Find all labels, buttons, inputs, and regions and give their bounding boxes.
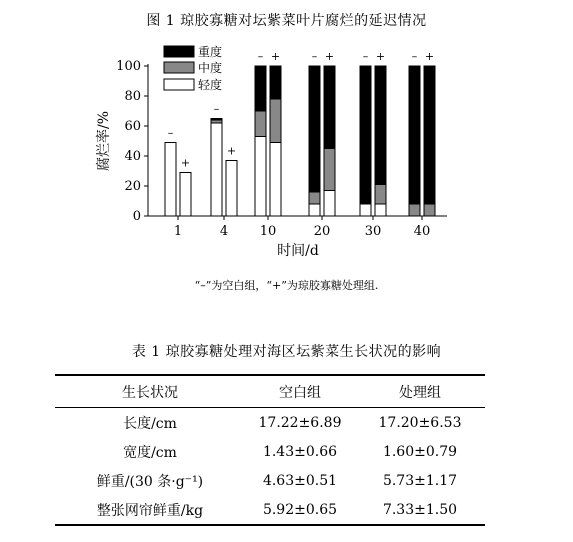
x-tick-label: 40	[413, 224, 431, 239]
group-label: –	[213, 102, 220, 116]
table-title: 表 1 琼胶寡糖处理对海区坛紫菜生长状况的影响	[131, 344, 442, 360]
bar-segment-treated	[324, 66, 335, 149]
group-label: +	[226, 144, 237, 158]
bar-segment-treated	[324, 149, 335, 191]
group-label: –	[411, 50, 418, 63]
x-tick-label: 30	[364, 224, 382, 239]
bar-segment-treated	[375, 204, 386, 216]
group-label: +	[180, 156, 191, 170]
bar-segment-blank	[309, 66, 320, 192]
bar-segment-blank	[255, 137, 266, 217]
x-tick-label: 4	[219, 224, 229, 239]
row-label: 宽度/cm	[123, 444, 177, 461]
bar-segment-blank	[309, 204, 320, 216]
y-tick-label: 100	[116, 59, 141, 74]
bar-segment-blank	[409, 204, 420, 216]
bar-segment-treated	[324, 191, 335, 217]
blank-value: 5.92±0.65	[245, 495, 355, 525]
table-row	[55, 437, 485, 466]
x-tick-label: 1	[173, 224, 183, 239]
table-row	[55, 466, 485, 495]
bar-segment-treated	[270, 143, 281, 217]
bar-segment-treated	[375, 185, 386, 205]
bar-segment-blank	[211, 119, 222, 121]
growth-table	[55, 374, 485, 526]
bar-segment-blank	[165, 143, 176, 217]
table-row	[55, 408, 485, 438]
bar-segment-treated	[270, 99, 281, 143]
bar-segment-blank	[309, 192, 320, 204]
bar-segment-blank	[255, 111, 266, 137]
treated-value: 7.33±1.50	[355, 495, 485, 525]
header-cell: 空白组	[245, 375, 355, 408]
treated-value: 17.20±6.53	[378, 414, 462, 431]
x-axis-label: 时间/d	[277, 243, 319, 259]
legend-swatch	[164, 62, 194, 73]
blank-value: 4.63±0.51	[262, 472, 338, 489]
group-label: –	[167, 126, 174, 140]
bar-segment-treated	[270, 66, 281, 99]
bar-segment-blank	[211, 123, 222, 216]
group-label: +	[375, 50, 386, 63]
figure-title: 图 1 琼胶寡糖对坛紫菜叶片腐烂的延迟情况	[146, 13, 427, 29]
header-cell: 生长状况	[55, 375, 245, 408]
table-header-row	[55, 375, 485, 408]
legend-label: 轻度	[198, 78, 223, 92]
group-label: +	[270, 50, 281, 63]
bar-segment-blank	[360, 204, 371, 216]
y-tick-label: 60	[124, 119, 141, 134]
bar-segment-treated	[375, 66, 386, 185]
y-tick-label: 40	[124, 149, 141, 164]
bar-segment-blank	[360, 66, 371, 204]
group-label: –	[257, 50, 264, 63]
blank-value: 17.22±6.89	[258, 414, 342, 431]
y-tick-label: 0	[132, 209, 141, 224]
row-label: 鲜重/(30 条·g⁻¹)	[96, 473, 204, 490]
bar-segment-treated	[180, 173, 191, 217]
y-tick-label: 80	[124, 89, 141, 104]
table-row	[55, 495, 485, 525]
bar-segment-blank	[255, 66, 266, 111]
legend-label: 重度	[198, 45, 223, 59]
header-cell: 处理组	[355, 375, 485, 408]
group-label: –	[311, 50, 318, 63]
row-label: 长度/cm	[123, 415, 177, 432]
legend-swatch	[164, 79, 194, 90]
treated-value: 5.73±1.17	[382, 472, 458, 489]
group-label: +	[324, 50, 335, 63]
row-label: 整张网帘鲜重/kg	[55, 495, 245, 525]
legend-label: 中度	[198, 61, 223, 75]
x-tick-label: 10	[259, 224, 277, 239]
y-tick-label: 20	[124, 179, 141, 194]
group-label: +	[424, 50, 435, 63]
bar-segment-treated	[226, 161, 237, 217]
y-axis-label: 腐烂率/%	[96, 110, 112, 172]
bar-segment-treated	[424, 204, 435, 216]
bar-segment-treated	[424, 66, 435, 204]
bar-segment-blank	[409, 66, 420, 204]
figure-note: “–”为空白组，“+”为琼胶寡糖处理组.	[194, 279, 379, 292]
blank-value: 1.43±0.66	[262, 443, 338, 460]
group-label: –	[362, 50, 369, 63]
x-tick-label: 20	[313, 224, 331, 239]
treated-value: 1.60±0.79	[382, 443, 458, 460]
legend-swatch	[164, 46, 194, 57]
